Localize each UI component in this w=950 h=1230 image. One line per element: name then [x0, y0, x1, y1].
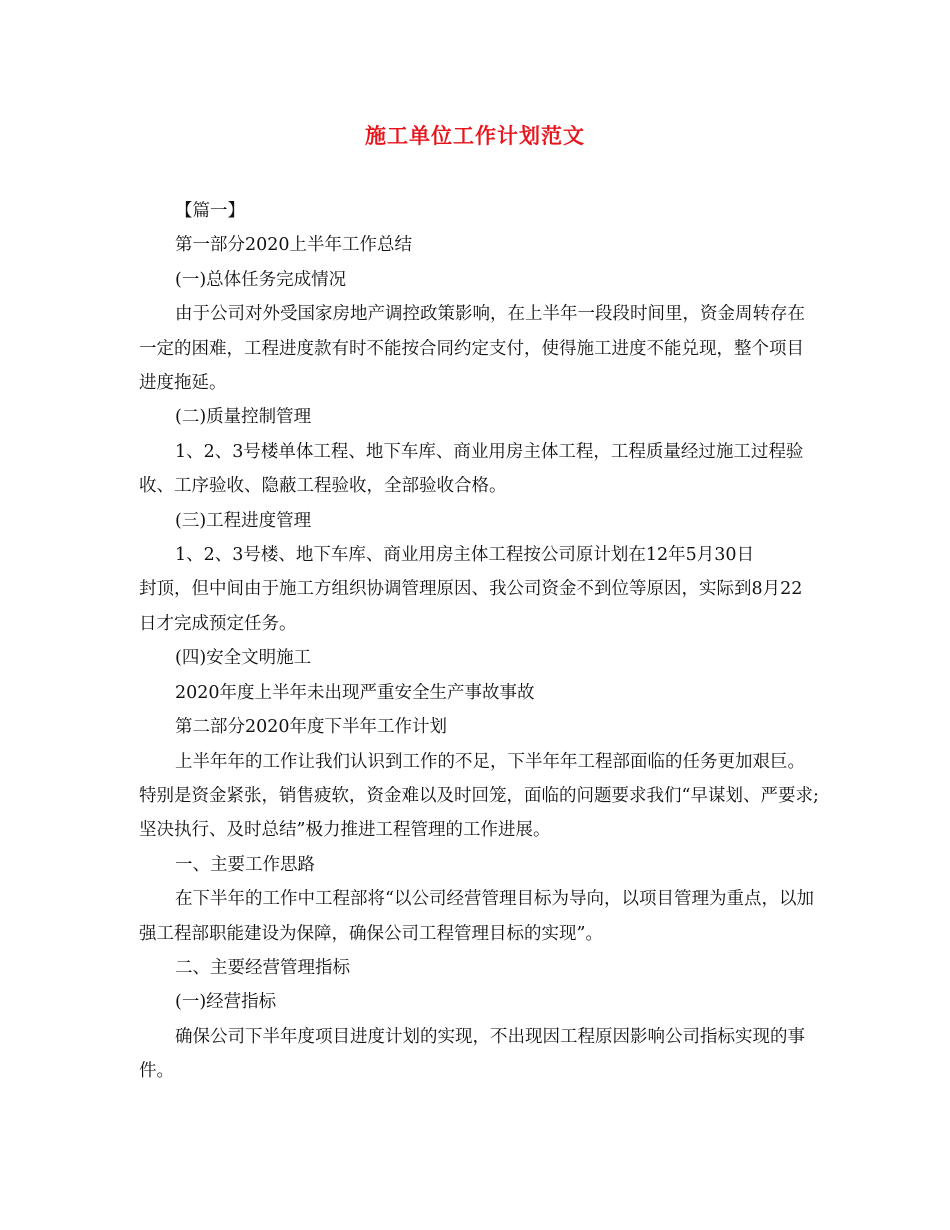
document-title: 施工单位工作计划范文 — [365, 123, 585, 148]
paragraph: 上半年年的工作让我们认识到工作的不足，下半年年工程部面临的任务更加艰巨。特别是资金紧张，销售疲软，资金难以及时回笼，面临的问题要求我们“早谋划、严要求;坚决执行、及时总结”极力推进工程管理的工作进展。 — [139, 751, 819, 841]
paragraph: (二)质量控制管理 — [175, 407, 312, 428]
paragraph: 2020年度上半年未出现严重安全生产事故事故 — [175, 682, 535, 703]
paragraph: 在下半年的工作中工程部将“以公司经营管理目标为导向，以项目管理为重点，以加强工程部职能建设为保障，确保公司工程管理目标的实现”。 — [139, 889, 814, 944]
paragraph: 一、主要工作思路 — [175, 854, 315, 875]
paragraph: (一)经营指标 — [175, 992, 277, 1013]
paragraph: 确保公司下半年度项目进度计划的实现，不出现因工程原因影响公司指标实现的事件。 — [139, 1026, 805, 1082]
paragraph: 由于公司对外受国家房地产调控政策影响，在上半年一段段时间里，资金周转存在一定的困难，工程进度款有时不能按合同约定支付，使得施工进度不能兑现，整个项目进度拖延。 — [139, 304, 805, 394]
paragraph: (一)总体任务完成情况 — [175, 269, 347, 290]
paragraph: 第二部分2020年度下半年工作计划 — [175, 717, 448, 738]
document-body — [139, 194, 819, 1089]
paragraph: 【篇一】 — [175, 201, 245, 221]
paragraph: 1、2、3号楼单体工程、地下车库、商业用房主体工程，工程质量经过施工过程验收、工序验收、隐蔽工程验收，全部验收合格。 — [139, 441, 804, 497]
paragraph: (三)工程进度管理 — [175, 510, 312, 531]
paragraph: 二、主要经营管理指标 — [175, 957, 350, 978]
paragraph: 第一部分2020上半年工作总结 — [175, 235, 413, 256]
paragraph: (四)安全文明施工 — [175, 648, 312, 669]
paragraph: 1、2、3号楼、地下车库、商业用房主体工程按公司原计划在12年5月30日 — [175, 545, 755, 566]
paragraph: 封顶，但中间由于施工方组织协调管理原因、我公司资金不到位等原因，实际到8月22日才完成预定任务。 — [139, 579, 803, 634]
